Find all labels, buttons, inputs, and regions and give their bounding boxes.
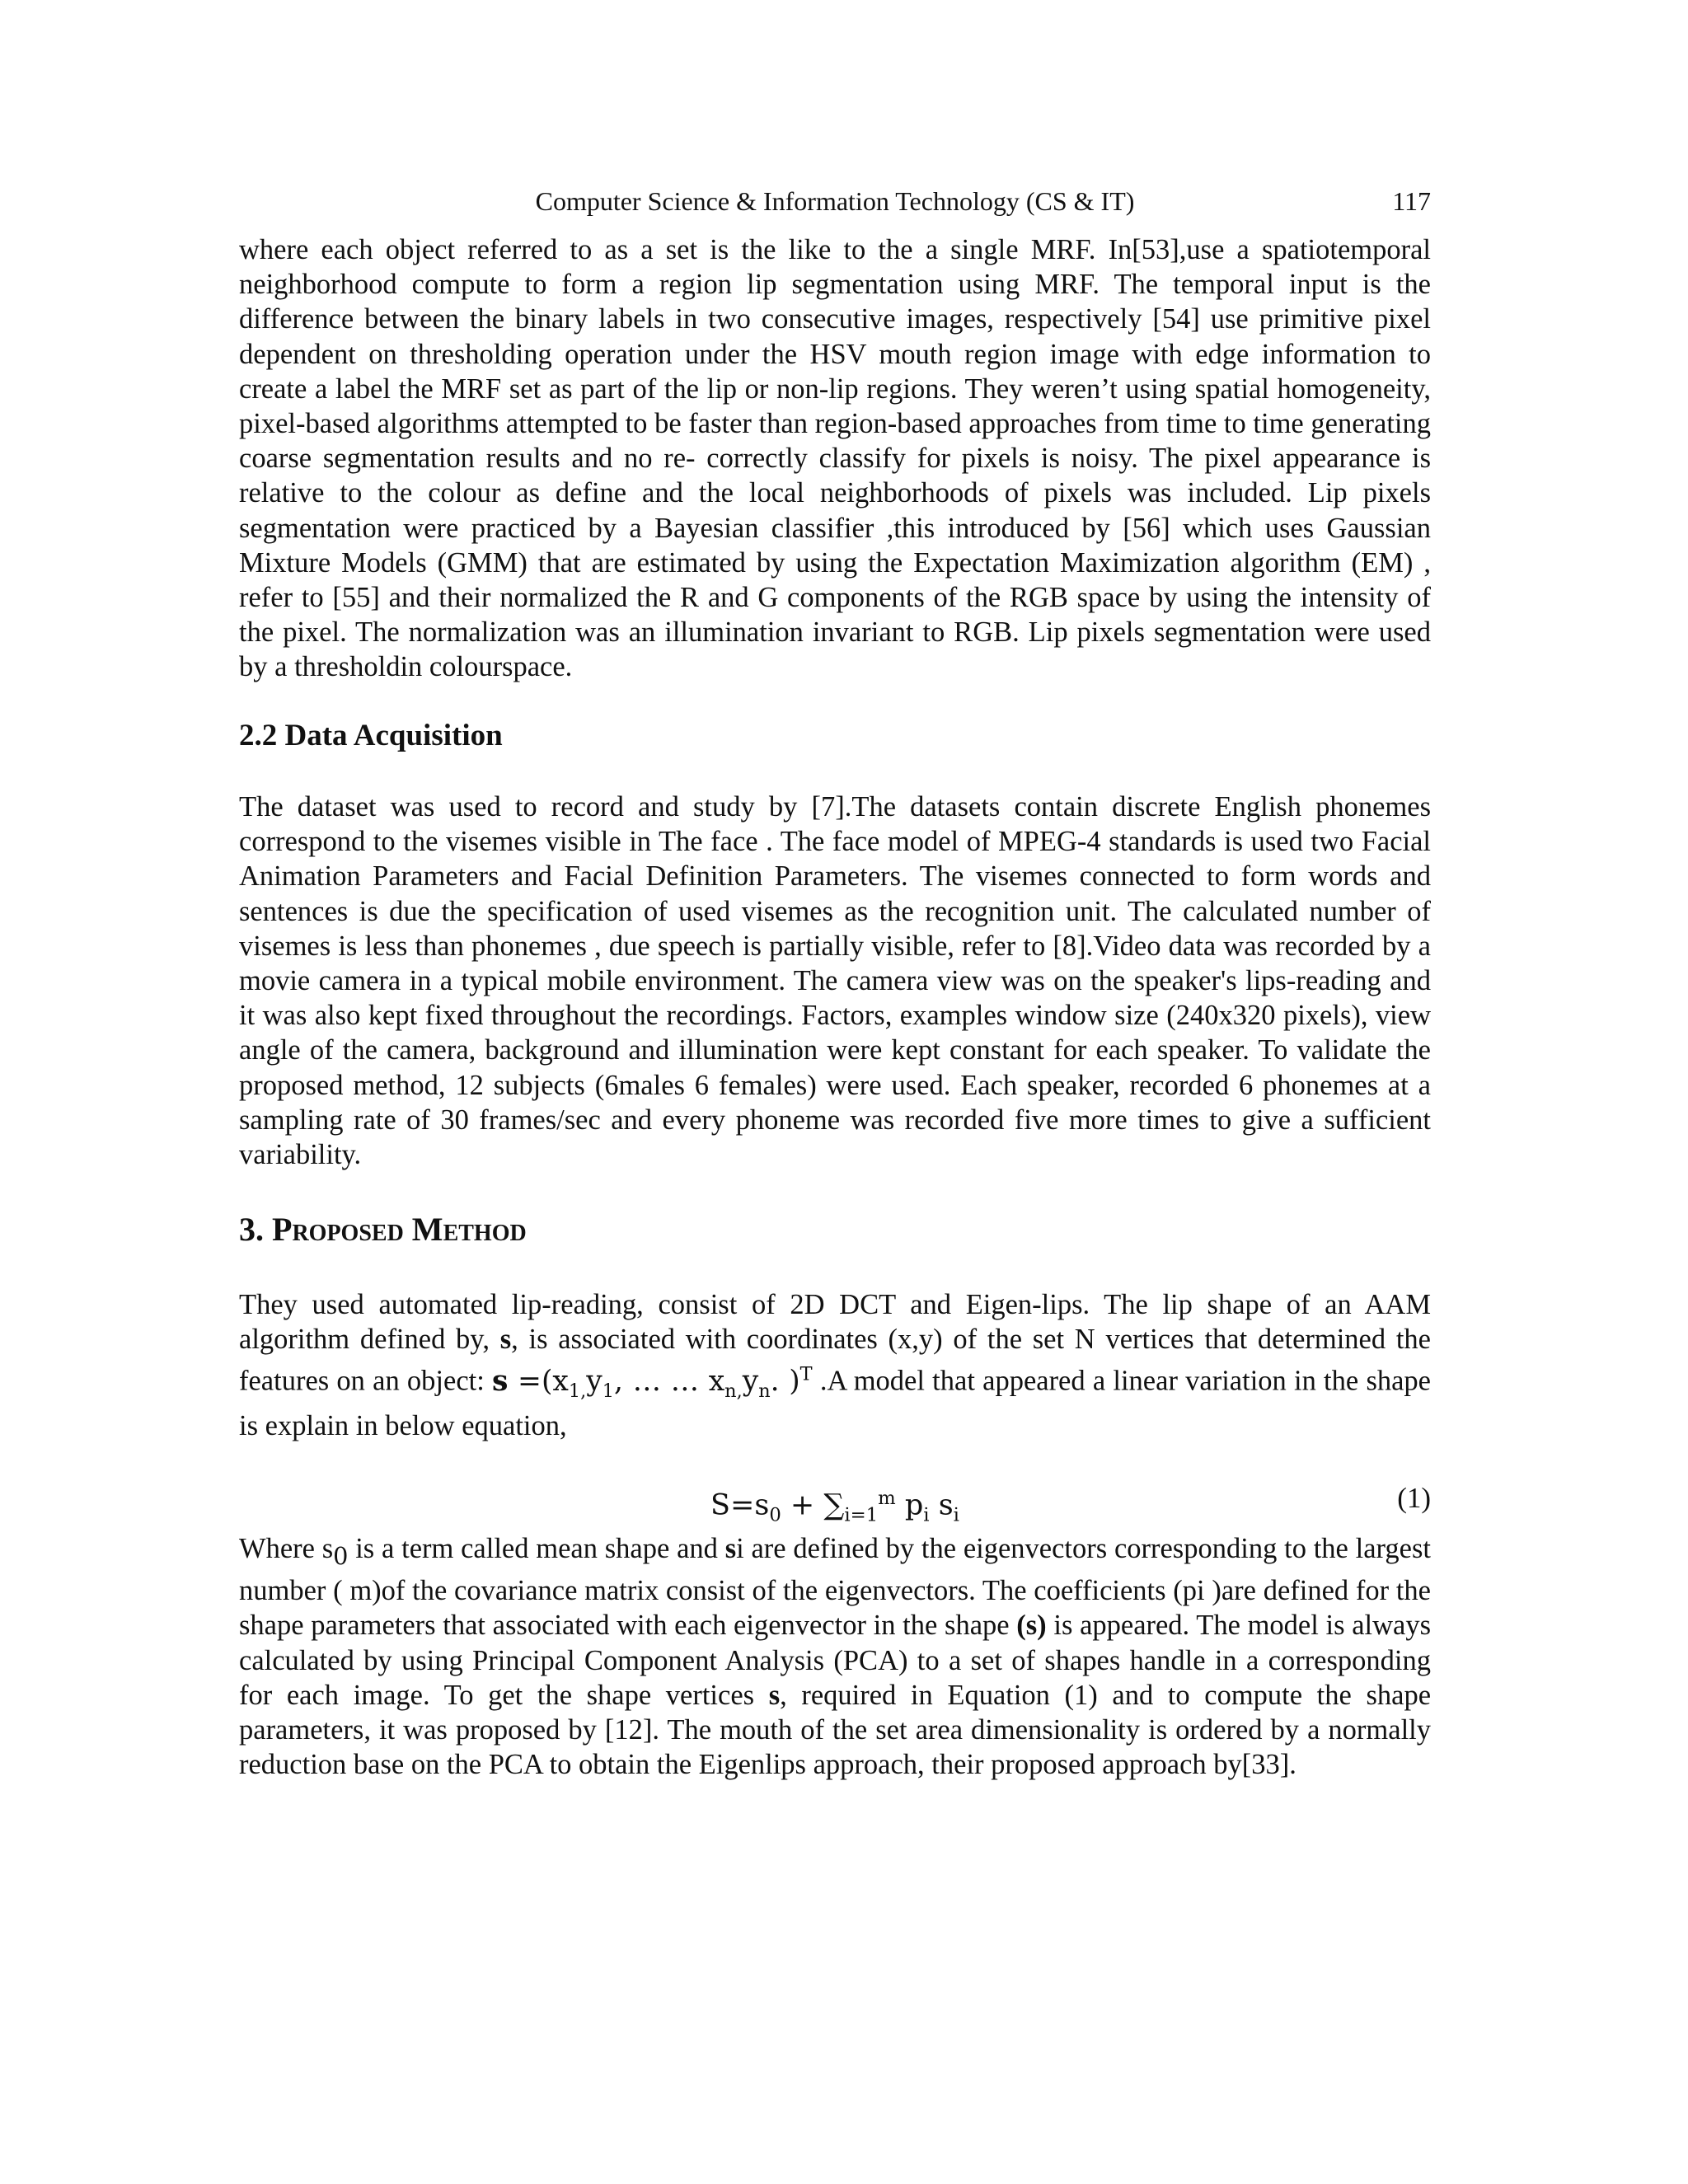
equation-number: (1): [1397, 1482, 1431, 1514]
running-title: Computer Science & Information Technology (CS & IT): [535, 186, 1135, 216]
inline-math-shape-vector: [492, 1363, 813, 1402]
bold-symbol-s: s: [724, 1533, 737, 1564]
equation-body: [239, 1479, 1431, 1535]
math-sub: n,: [724, 1380, 743, 1402]
bold-symbol-s: s: [768, 1679, 781, 1711]
heading-initial-p: P: [272, 1211, 293, 1248]
text-run: .A model that appeared a linear variation in the shape is explain in below equation,: [239, 1365, 1431, 1441]
paragraph-data-acquisition: The dataset was used to record and study by [7].The datasets contain discrete English phonemes correspond to the visemes visible in The face . The face model of MPEG-4 standards is used two Facial Animation Parameters and Facial Definition Parameters. The visemes connected to form words and sentences is due the specification of used visemes as the recognition unit. The calculated number of visemes is less than phonemes , due speech is partially visible, refer to [8].Video data was recorded by a movie camera in a typical mobile environment. The camera view was on the speaker's lips-reading and it was also kept fixed throughout the recordings. Factors, examples window size (240x320 pixels), view angle of the camera, background and illumination were kept constant for each speaker. To validate the proposed method, 12 subjects (6males 6 females) were used. Each speaker, recorded 6 phonemes at a sampling rate of 30 frames/sec and every phoneme was recorded five more times to give a sufficient variability.: [239, 791, 1431, 1171]
math-s: s: [492, 1364, 509, 1398]
paragraph-mrf-segmentation: where each object referred to as a set is the like to the a single MRF. In[53],use a spatiotemporal neighborhood compute to form a region lip segmentation using MRF. The temporal input is the difference between the binary labels in two consecutive images, respectively [54] use primitive pixel dependent on thresholding operation under the HSV mouth region image with edge information to create a label the MRF set as part of the lip or non-lip regions. They weren’t using spatial homogeneity, pixel-based algorithms attempted to be faster than region-based approaches from time to time generating coarse segmentation results and no re- correctly classify for pixels is noisy. The pixel appearance is relative to the colour as define and the local neighborhoods of pixels was included. Lip pixels segmentation were practiced by a Bayesian classifier ,this introduced by [56] which uses Gaussian Mixture Models (GMM) that are estimated by using the Expectation Maximization algorithm (EM) , refer to [55] and their normalized the R and G components of the RGB space by using the intensity of the pixel. The normalization was an illumination invariant to RGB. Lip pixels segmentation were used by a thresholdin colourspace.: [239, 234, 1431, 683]
bold-symbol-s: s: [499, 1324, 512, 1356]
section-heading-proposed-method: [239, 1209, 1431, 1250]
text-run: They used automated lip-reading, consist of 2D DCT and Eigen-lips. The lip shape of an AAM algorithm defined by,: [239, 1289, 1431, 1356]
running-header: [239, 183, 1431, 219]
section-number: 3.: [239, 1211, 272, 1248]
math-sub: 1,: [568, 1380, 587, 1402]
heading-rest-proposed: roposed: [292, 1211, 412, 1248]
eq-sup: m: [878, 1488, 896, 1509]
paragraph-proposed-method: [239, 1287, 1431, 1443]
page-number: 117: [1392, 186, 1431, 216]
math-sub: 0: [333, 1541, 349, 1570]
eq-sum: + ∑: [781, 1488, 845, 1522]
eq-p: p: [895, 1488, 924, 1522]
math-close: . ): [770, 1364, 800, 1398]
text-run: , is associated with coordinates (x,y) of the set N vertices that determined the features on an object:: [239, 1324, 1431, 1397]
math-ellipsis: , … … x: [614, 1364, 725, 1398]
eq-s: s: [929, 1488, 954, 1522]
heading-rest-method: ethod: [443, 1211, 527, 1248]
bold-symbol-s: (s): [1016, 1610, 1047, 1642]
math-y: y: [742, 1364, 759, 1398]
eq-sub: i=1: [844, 1504, 879, 1526]
math-sub: n: [758, 1380, 771, 1402]
eq-lhs: S=s: [710, 1488, 770, 1522]
math-y: y: [586, 1364, 603, 1398]
section-heading-data-acquisition: 2.2 Data Acquisition: [239, 719, 503, 752]
math-sub: 1: [602, 1380, 615, 1402]
eq-sub: i: [953, 1504, 959, 1526]
text-run: Where s: [239, 1533, 334, 1564]
text-run: is appeared. The model is always calculated by using Principal Component Analysis (PCA) to a set of shapes handle in a corresponding for each image. To get the shape vertices: [239, 1610, 1431, 1711]
text-run: is a term called mean shape and: [348, 1533, 725, 1564]
heading-initial-m: M: [411, 1211, 443, 1248]
paragraph-shape-model: [239, 1531, 1431, 1782]
equation-1: [239, 1479, 1431, 1526]
text-run: i are defined by the eigenvectors corresponding to the largest number ( m)of the covariance matrix consist of the eigenvectors. The coefficients (pi )are defined for the shape parameters that associated with each eigenvector in the shape: [239, 1533, 1431, 1642]
math-open: =(x: [508, 1364, 569, 1398]
eq-sub: i: [923, 1504, 930, 1526]
math-transpose: T: [799, 1363, 813, 1385]
text-run: , required in Equation (1) and to compute the shape parameters, it was proposed by [12]. The mouth of the set area dimensionality is ordered by a normally reduction base on the PCA to obtain the Eigenlips approach, their proposed approach by[33].: [239, 1679, 1432, 1781]
eq-sub: 0: [769, 1504, 781, 1526]
